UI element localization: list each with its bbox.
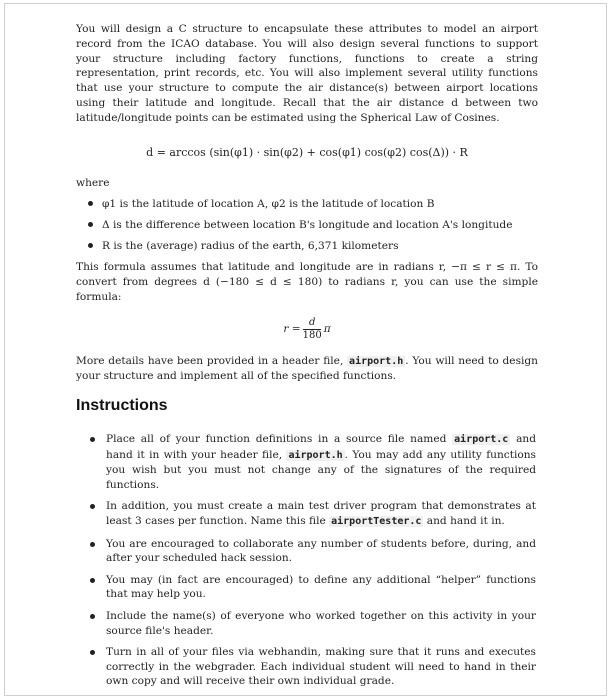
list-item: Turn in all of your files via webhandin, making sure that it runs and executes correctly in the webgrader. Each individual student will need to hand in their own copy and will receive their own individual grade. [90, 645, 536, 689]
instructions-heading: Instructions [76, 397, 168, 414]
fraction-denominator: 180 [302, 329, 322, 341]
list-item: You are encouraged to collaborate any number of students before, during, and after your scheduled hack session. [90, 537, 536, 566]
where-label: where [76, 177, 110, 190]
list-item: R is the (average) radius of the earth, 6,371 kilometers [88, 239, 538, 253]
inline-code: airport.h [349, 355, 404, 367]
radians-paragraph: This formula assumes that latitude and longitude are in radians r, −π ≤ r ≤ π. To convert from degrees d (−180 ≤ d ≤ 180) to radians r, you can use the simple formula: [76, 261, 538, 303]
header-file-paragraph [76, 354, 538, 385]
conversion-lhs: r = [283, 322, 301, 335]
degree-conversion-formula [76, 317, 538, 342]
text-segment: More details have been provided in a header file, [76, 354, 348, 367]
text-segment: and hand it in. [423, 514, 505, 527]
inline-code: airportTester.c [331, 515, 422, 527]
text-segment: In addition, you must create a main test driver program that demonstrates at least 3 cases per function. Name this file [106, 500, 536, 527]
list-item: Include the name(s) of everyone who worked together on this activity in your source file's header. [90, 609, 536, 638]
list-item: φ1 is the latitude of location A, φ2 is the latitude of location B [88, 197, 538, 211]
instructions-list [90, 432, 536, 696]
inline-code: airport.h [288, 449, 343, 461]
fraction-numerator: d [308, 316, 316, 328]
list-item: You may (in fact are encouraged) to define any additional “helper” functions that may help you. [90, 573, 536, 602]
variable-definitions [76, 197, 538, 253]
text-segment: Place all of your function definitions in a source file named [106, 433, 453, 445]
text-segment: . You may add any utility functions you wish but you must not change any of the signatures of the required functions. [106, 448, 536, 491]
conversion-fraction [303, 317, 322, 342]
intro-section [76, 22, 538, 384]
conversion-pi: π [323, 322, 331, 335]
inline-code: airport.c [454, 434, 509, 445]
intro-paragraph: You will design a C structure to encapsulate these attributes to model an airport record from the ICAO database. You will also design several functions to support your structure including factory functions, functions to create a string representation, print records, etc. You will also implement several utility functions that use your structure to compute the air distance(s) between airport locations using their latitude and longitude. Recall that the air distance d between two latitude/longitude points can be estimated using the Spherical Law of Cosines. [76, 23, 538, 124]
text-segment: and hand it in with your header file, [106, 433, 536, 461]
law-of-cosines-equation: d = arccos (sin(φ1) · sin(φ2) + cos(φ1) cos(φ2) cos(Δ)) · R [146, 145, 468, 159]
list-item [90, 432, 536, 492]
text-segment: . You will need to design your structure and implement all of the specified functions. [76, 354, 538, 383]
list-item [90, 499, 536, 529]
list-item: Δ is the difference between location B's longitude and location A's longitude [88, 218, 538, 232]
